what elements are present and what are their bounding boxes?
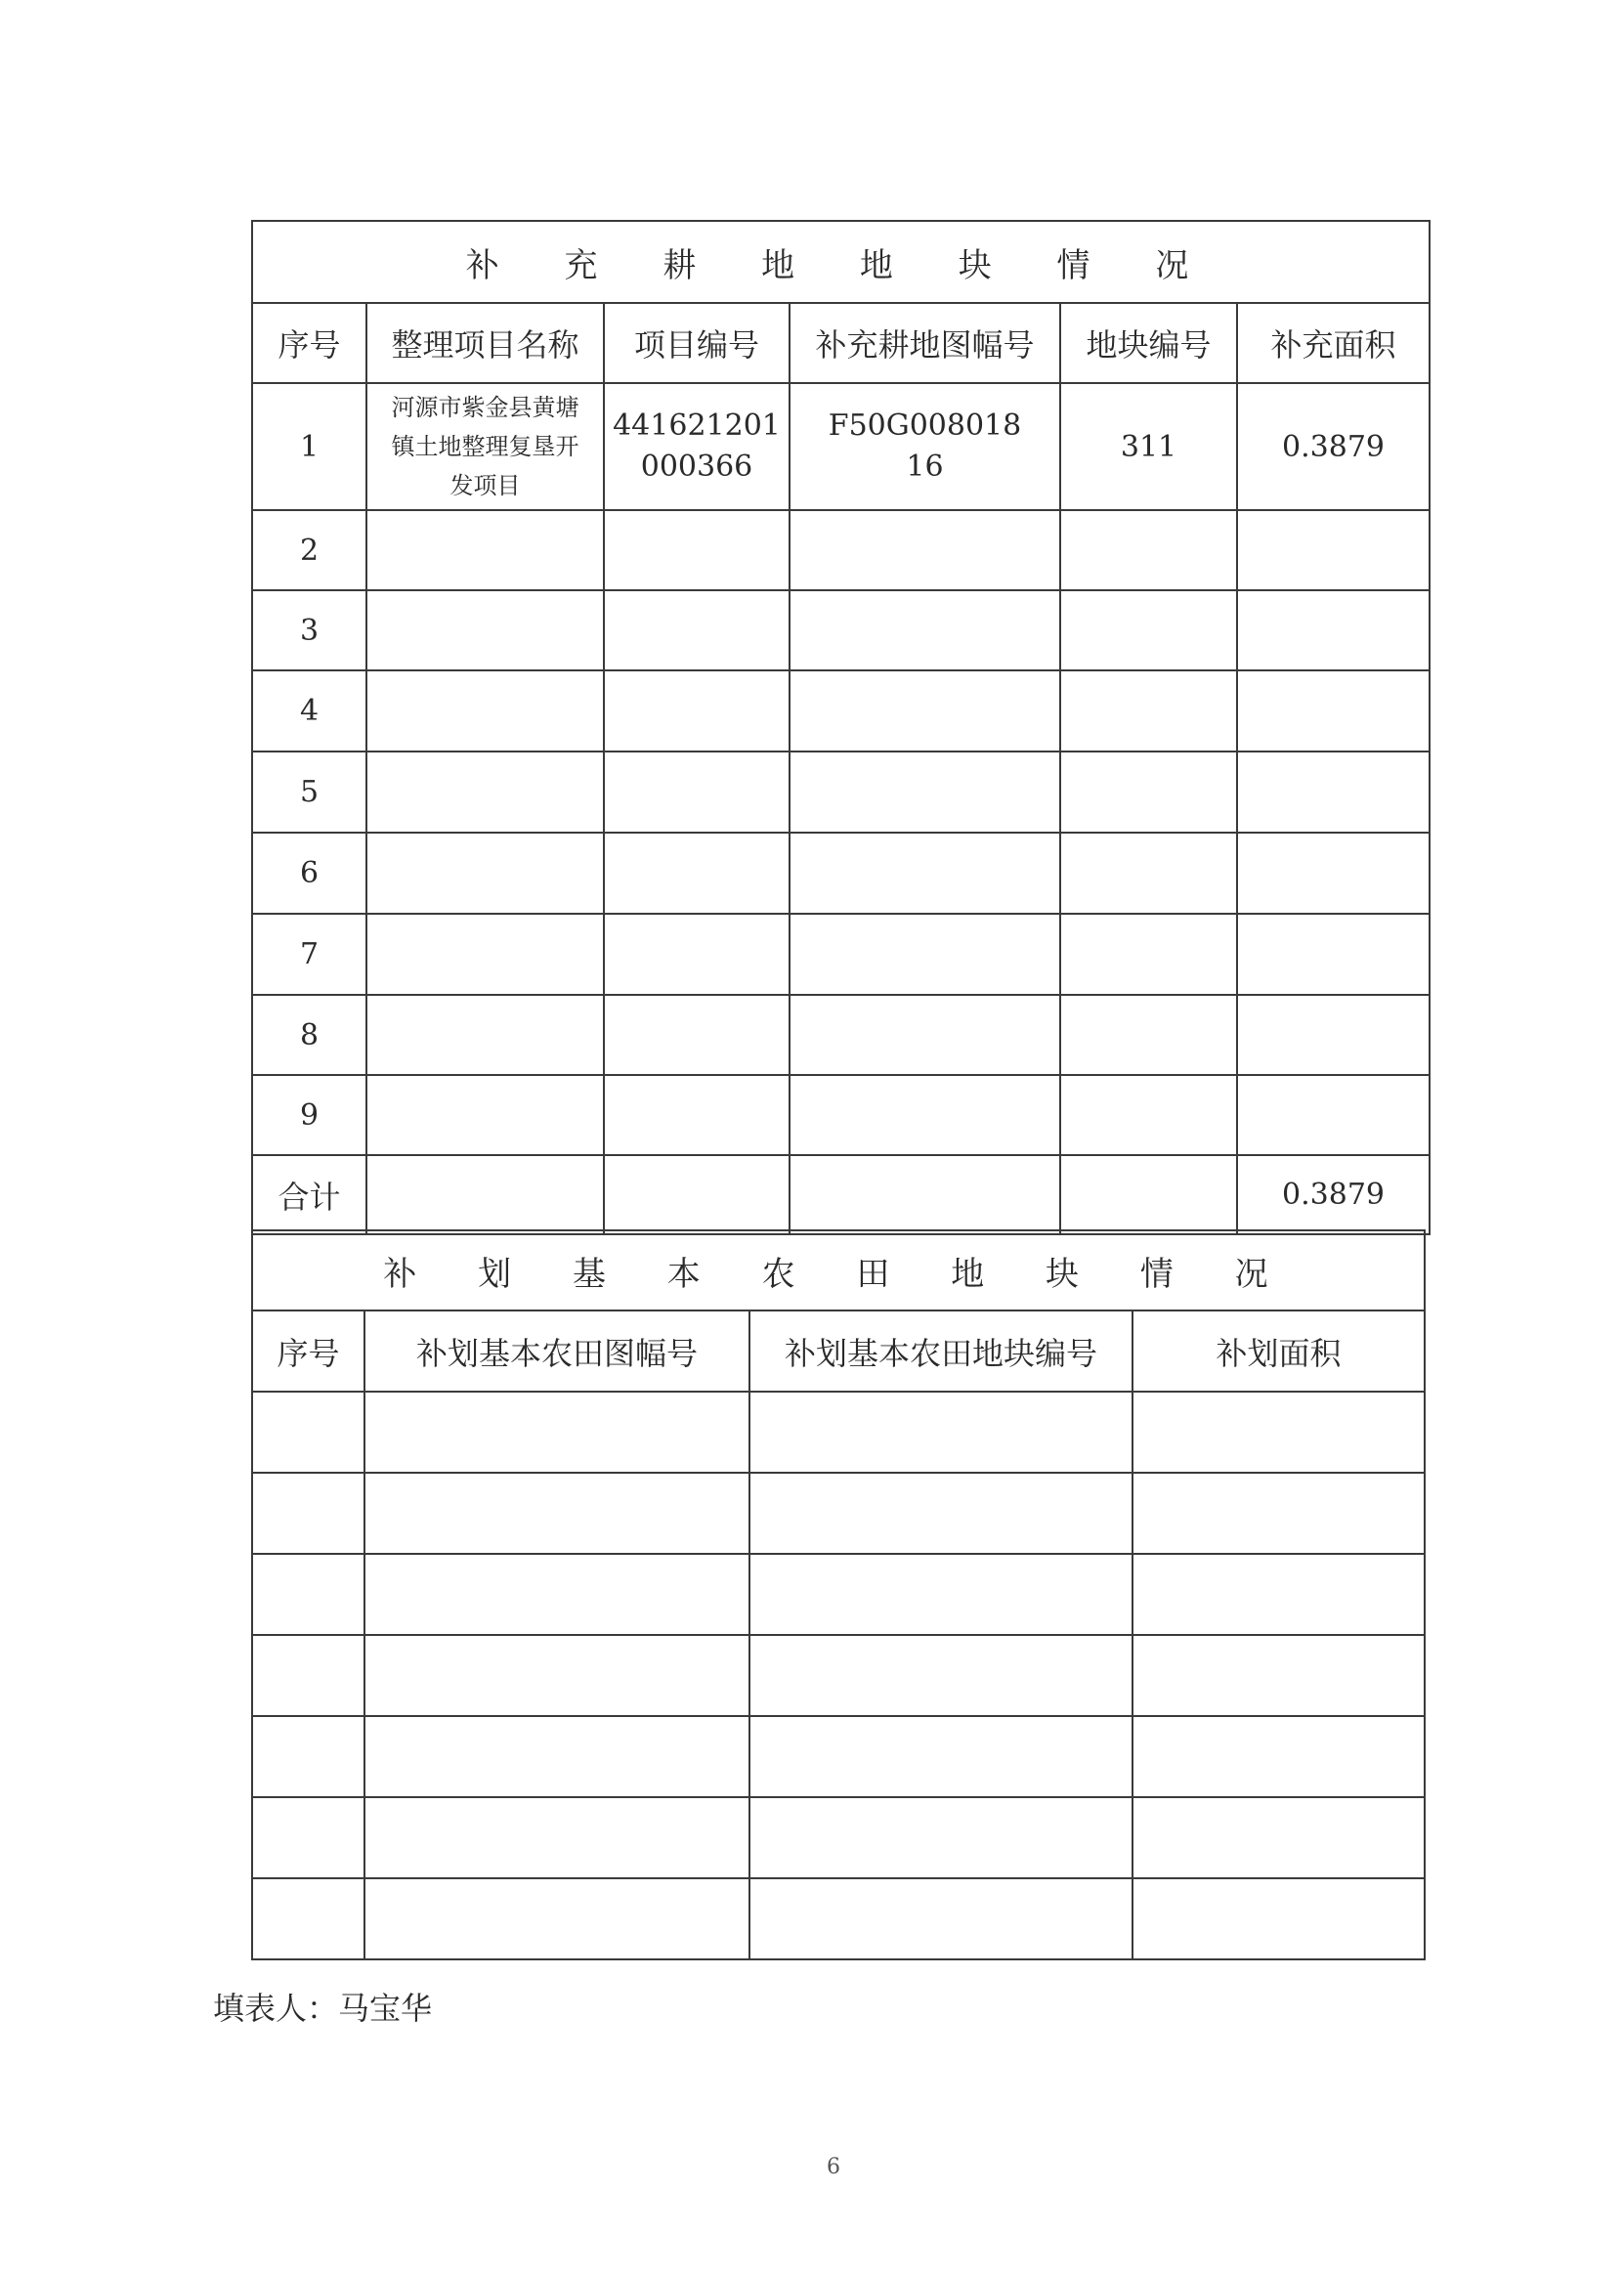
table1-header-map-no: 补充耕地图幅号 — [790, 303, 1060, 383]
table1-header-project-name: 整理项目名称 — [366, 303, 604, 383]
table-row — [252, 670, 1430, 752]
table-row — [252, 590, 1430, 670]
table2-header-row — [252, 1310, 1425, 1392]
table1-header-row — [252, 303, 1430, 383]
supplementary-basic-farmland-table — [251, 1229, 1426, 1960]
table-row — [252, 510, 1430, 590]
filler-label: 填表人： — [213, 1990, 339, 2027]
row-seq: 7 — [252, 914, 366, 995]
table1-header-project-no: 项目编号 — [604, 303, 790, 383]
map-no-line: F50G008018 — [828, 408, 1022, 443]
page-number: 6 — [827, 2155, 840, 2179]
row-seq: 4 — [252, 670, 366, 752]
project-name-line: 镇土地整理复垦开 — [391, 433, 579, 460]
table1-title: 补 充 耕 地 地 块 情 况 — [252, 221, 1430, 303]
row1-project-no — [604, 383, 790, 510]
table2-title: 补 划 基 本 农 田 地 块 情 况 — [252, 1230, 1425, 1310]
table-row — [252, 1473, 1425, 1554]
table-row — [252, 383, 1430, 510]
filler-name: 马宝华 — [338, 1990, 433, 2027]
table-row — [252, 1635, 1425, 1716]
total-area: 0.3879 — [1237, 1155, 1430, 1234]
table2-header-seq: 序号 — [252, 1310, 364, 1392]
table2-header-map-no: 补划基本农田图幅号 — [364, 1310, 749, 1392]
total-label: 合计 — [252, 1155, 366, 1234]
table1-header-area: 补充面积 — [1237, 303, 1430, 383]
table-row — [252, 1392, 1425, 1473]
row-seq: 9 — [252, 1075, 366, 1155]
row-seq: 6 — [252, 833, 366, 914]
supplementary-farmland-table — [251, 220, 1431, 1235]
row1-project-name — [366, 383, 604, 510]
table-row — [252, 1075, 1430, 1155]
row1-plot-no: 311 — [1060, 383, 1237, 510]
row-seq: 5 — [252, 752, 366, 833]
row1-seq: 1 — [252, 383, 366, 510]
table-row — [252, 1554, 1425, 1635]
table-row — [252, 995, 1430, 1075]
row-seq: 2 — [252, 510, 366, 590]
table2-header-plot-no: 补划基本农田地块编号 — [749, 1310, 1133, 1392]
project-name-line: 河源市紫金县黄塘 — [391, 394, 579, 421]
table-row — [252, 914, 1430, 995]
row1-map-no — [790, 383, 1060, 510]
row1-area: 0.3879 — [1237, 383, 1430, 510]
project-no-line: 441621201 — [613, 408, 781, 443]
table2-header-area: 补划面积 — [1133, 1310, 1425, 1392]
map-no-line: 16 — [906, 450, 944, 484]
project-no-line: 000366 — [640, 450, 753, 484]
project-name-line: 发项目 — [449, 472, 521, 499]
table-row — [252, 752, 1430, 833]
table-row — [252, 1716, 1425, 1797]
table-row — [252, 833, 1430, 914]
table1-header-plot-no: 地块编号 — [1060, 303, 1237, 383]
table-row — [252, 1878, 1425, 1959]
table1-header-seq: 序号 — [252, 303, 366, 383]
table1-total-row — [252, 1155, 1430, 1234]
row-seq: 8 — [252, 995, 366, 1075]
table-row — [252, 1797, 1425, 1878]
filler-line — [213, 1984, 432, 2029]
row-seq: 3 — [252, 590, 366, 670]
